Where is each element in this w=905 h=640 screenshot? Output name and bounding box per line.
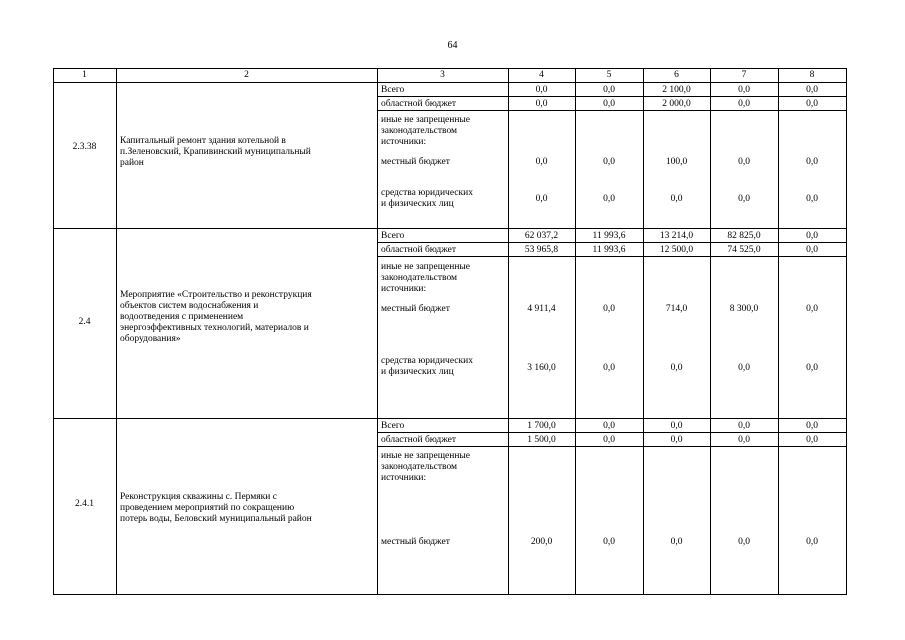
amount-cell: 0,0 [603, 304, 615, 314]
row-name: объектов систем водоснабжения и [120, 301, 259, 311]
amount-cell: 0,0 [738, 435, 750, 445]
table-rule [53, 228, 847, 229]
table-rule [710, 68, 711, 595]
column-header: 5 [606, 70, 612, 80]
column-header: 4 [539, 70, 544, 80]
amount-cell: 0,0 [670, 537, 683, 547]
amount-cell: 0,0 [806, 537, 818, 547]
row-code: 2.4.1 [75, 499, 94, 509]
row-name: Капитальный ремонт здания котельной в [120, 136, 286, 146]
amount-cell: 82 825,0 [727, 231, 761, 241]
funding-source-label: областной бюджет [381, 99, 457, 109]
table-rule [643, 68, 644, 595]
amount-cell: 12 500,0 [659, 245, 694, 255]
amount-cell: 0,0 [738, 421, 750, 431]
amount-cell: 0,0 [738, 85, 750, 95]
funding-source-label: Всего [381, 231, 405, 241]
row-name: Реконструкция скважины с. Пермяки с [120, 492, 277, 502]
amount-cell: 0,0 [603, 537, 615, 547]
column-header: 8 [809, 70, 815, 80]
amount-cell: 0,0 [603, 363, 615, 373]
amount-cell: 0,0 [806, 99, 818, 109]
funding-source-label: иные не запрещенные [381, 262, 471, 272]
column-header: 6 [674, 70, 679, 80]
amount-cell: 0,0 [535, 194, 548, 204]
amount-cell: 714,0 [665, 304, 688, 314]
funding-source-label: источники: [381, 473, 427, 483]
amount-cell: 74 525,0 [727, 245, 761, 255]
amount-cell: 2 000,0 [662, 99, 691, 109]
table-rule [53, 418, 847, 419]
funding-source-label: законодательством [381, 462, 458, 472]
row-name: п.Зеленовский, Крапивинский муниципальный [120, 147, 311, 157]
funding-source-label: местный бюджет [381, 157, 450, 167]
amount-cell: 11 993,6 [592, 231, 626, 241]
amount-cell: 0,0 [603, 157, 615, 167]
amount-cell: 0,0 [738, 157, 750, 167]
table-rule [53, 82, 847, 83]
funding-source-label: средства юридических [381, 188, 473, 198]
column-header: 1 [82, 70, 87, 80]
amount-cell: 0,0 [670, 363, 683, 373]
amount-cell: 0,0 [603, 421, 615, 431]
funding-source-label: иные не запрещенные [381, 451, 471, 461]
table-rule [53, 594, 847, 595]
table-rule [846, 68, 847, 595]
funding-source-label: и физических лиц [381, 367, 454, 377]
amount-cell: 0,0 [806, 435, 818, 445]
amount-cell: 8 300,0 [729, 304, 759, 314]
amount-cell: 0,0 [670, 435, 683, 445]
row-separator [377, 256, 847, 257]
amount-cell: 0,0 [806, 85, 818, 95]
row-name: оборудования» [120, 334, 181, 344]
row-separator [377, 96, 847, 97]
column-header: 7 [741, 70, 747, 80]
row-separator [377, 446, 847, 447]
funding-source-label: законодательством [381, 126, 458, 136]
funding-source-label: средства юридических [381, 356, 473, 366]
amount-cell: 1 700,0 [527, 421, 556, 431]
row-separator [377, 110, 847, 111]
table-rule [53, 68, 847, 69]
amount-cell: 3 160,0 [527, 363, 556, 373]
page-number: 64 [447, 40, 458, 51]
row-name: водоотведения с применением [120, 312, 244, 322]
amount-cell: 11 993,6 [592, 245, 626, 255]
amount-cell: 1 500,0 [527, 435, 556, 445]
amount-cell: 0,0 [603, 194, 615, 204]
amount-cell: 0,0 [603, 85, 615, 95]
amount-cell: 0,0 [535, 85, 548, 95]
row-name: район [120, 158, 144, 168]
amount-cell: 0,0 [738, 99, 750, 109]
row-name: энергоэффективных технологий, материалов и [120, 323, 309, 333]
amount-cell: 200,0 [530, 537, 553, 547]
funding-source-label: местный бюджет [381, 537, 450, 547]
row-code: 2.3.38 [72, 142, 97, 152]
funding-source-label: и физических лиц [381, 199, 454, 209]
table-rule [116, 68, 117, 595]
funding-source-label: областной бюджет [381, 245, 457, 255]
amount-cell: 0,0 [806, 363, 818, 373]
table-rule [575, 68, 576, 595]
row-name: Мероприятие «Строительство и реконструкция [120, 290, 312, 300]
funding-source-label: областной бюджет [381, 435, 457, 445]
amount-cell: 0,0 [806, 245, 818, 255]
amount-cell: 13 214,0 [659, 231, 694, 241]
row-separator [377, 432, 847, 433]
amount-cell: 0,0 [670, 194, 683, 204]
amount-cell: 0,0 [738, 363, 750, 373]
funding-source-label: законодательством [381, 273, 458, 283]
column-header: 2 [244, 70, 249, 80]
amount-cell: 4 911,4 [527, 304, 556, 314]
table-rule [508, 68, 509, 595]
funding-source-label: Всего [381, 421, 405, 431]
amount-cell: 53 965,8 [524, 245, 559, 255]
amount-cell: 0,0 [806, 194, 818, 204]
row-code: 2.4 [78, 317, 91, 327]
amount-cell: 0,0 [806, 231, 818, 241]
funding-source-label: местный бюджет [381, 304, 450, 314]
amount-cell: 62 037,2 [524, 231, 559, 241]
amount-cell: 0,0 [603, 99, 615, 109]
table-rule [377, 68, 378, 595]
amount-cell: 0,0 [738, 537, 750, 547]
funding-source-label: источники: [381, 137, 427, 147]
amount-cell: 0,0 [738, 194, 750, 204]
amount-cell: 0,0 [535, 99, 548, 109]
amount-cell: 0,0 [670, 421, 683, 431]
funding-source-label: иные не запрещенные [381, 115, 471, 125]
amount-cell: 0,0 [535, 157, 548, 167]
amount-cell: 100,0 [665, 157, 688, 167]
funding-source-label: источники: [381, 284, 427, 294]
amount-cell: 0,0 [806, 304, 818, 314]
column-header: 3 [440, 70, 445, 80]
amount-cell: 0,0 [806, 157, 818, 167]
row-name: проведением мероприятий по сокращению [120, 503, 295, 513]
row-separator [377, 242, 847, 243]
amount-cell: 0,0 [806, 421, 818, 431]
amount-cell: 0,0 [603, 435, 615, 445]
funding-source-label: Всего [381, 85, 405, 95]
amount-cell: 2 100,0 [662, 85, 691, 95]
row-name: потерь воды, Беловский муниципальный район [120, 514, 312, 524]
table-rule [778, 68, 779, 595]
